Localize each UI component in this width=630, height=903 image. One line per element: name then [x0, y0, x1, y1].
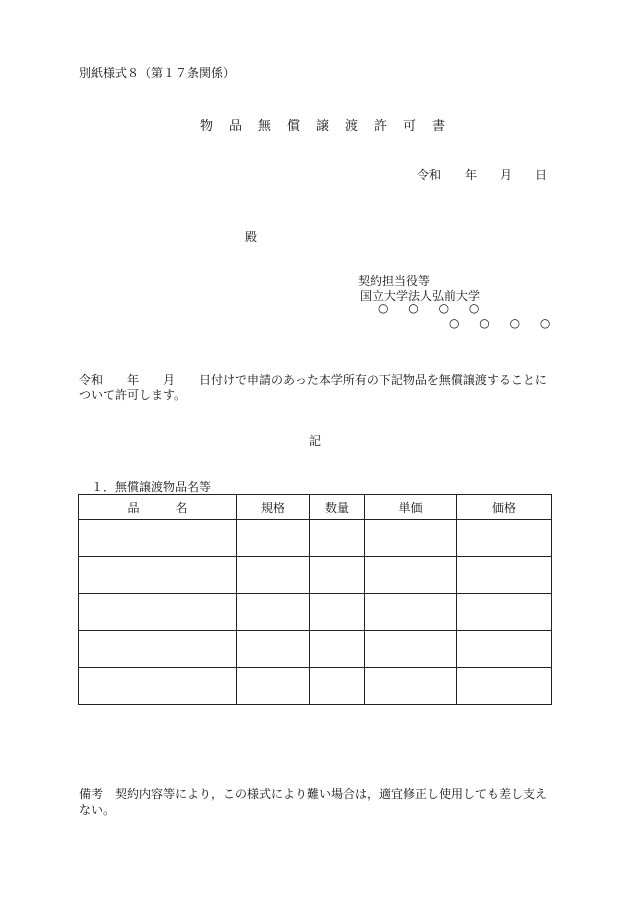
- cell-item-name: [79, 557, 237, 594]
- header-quantity: 数量: [310, 495, 365, 520]
- cell-price: [457, 668, 552, 705]
- cell-quantity: [310, 520, 365, 557]
- cell-price: [457, 631, 552, 668]
- addressee-suffix: 殿: [245, 230, 258, 244]
- cell-unit-price: [365, 520, 457, 557]
- date-day: 日: [535, 168, 548, 182]
- title-char: 許: [374, 119, 388, 134]
- date-month: 月: [500, 168, 513, 182]
- cell-price: [457, 520, 552, 557]
- cell-unit-price: [365, 557, 457, 594]
- title-char: 渡: [345, 119, 359, 134]
- cell-item-name: [79, 668, 237, 705]
- cell-price: [457, 557, 552, 594]
- date-year: 年: [465, 168, 478, 182]
- table-row: [79, 631, 552, 668]
- title-char: 書: [432, 119, 446, 134]
- cell-item-name: [79, 520, 237, 557]
- cell-price: [457, 594, 552, 631]
- header-spec: 規格: [237, 495, 310, 520]
- issuer-name-placeholder-2: ○ ○ ○ ○: [449, 316, 559, 330]
- cell-unit-price: [365, 631, 457, 668]
- table-header-row: [79, 495, 552, 520]
- header-unit-price: 単価: [365, 495, 457, 520]
- cell-unit-price: [365, 594, 457, 631]
- cell-quantity: [310, 631, 365, 668]
- document-title: [200, 115, 461, 134]
- header-item-name: 品 名: [79, 495, 237, 520]
- cell-spec: [237, 520, 310, 557]
- title-char: 物: [200, 119, 214, 134]
- table-row: [79, 557, 552, 594]
- date-era: 令和: [417, 168, 442, 182]
- table-row: [79, 668, 552, 705]
- cell-quantity: [310, 557, 365, 594]
- issuer-organization: 国立大学法人弘前大学: [360, 289, 481, 303]
- items-table: [78, 494, 552, 705]
- title-char: 償: [287, 119, 301, 134]
- title-char: 譲: [316, 119, 330, 134]
- form-number: 別紙様式８（第１７条関係）: [79, 66, 236, 80]
- cell-spec: [237, 594, 310, 631]
- permission-text: 令和 年 月 日付けで申請のあった本学所有の下記物品を無償譲渡することについて許可します。: [79, 373, 547, 402]
- cell-spec: [237, 668, 310, 705]
- cell-spec: [237, 631, 310, 668]
- remark-note: 備考 契約内容等により，この様式により難い場合は，適宜修正し使用しても差し支えない。: [79, 787, 548, 817]
- cell-item-name: [79, 594, 237, 631]
- issuer-role: 契約担当役等: [358, 274, 431, 288]
- header-price: 価格: [457, 495, 552, 520]
- ki-heading: 記: [309, 434, 322, 448]
- cell-item-name: [79, 631, 237, 668]
- issuer-name-placeholder-1: ○ ○ ○ ○: [378, 301, 488, 315]
- cell-unit-price: [365, 668, 457, 705]
- title-char: 可: [403, 119, 417, 134]
- title-char: 品: [229, 119, 243, 134]
- table-row: [79, 594, 552, 631]
- cell-quantity: [310, 668, 365, 705]
- cell-quantity: [310, 594, 365, 631]
- table-row: [79, 520, 552, 557]
- section-heading: １．無償譲渡物品名等: [91, 480, 212, 494]
- cell-spec: [237, 557, 310, 594]
- title-char: 無: [258, 119, 272, 134]
